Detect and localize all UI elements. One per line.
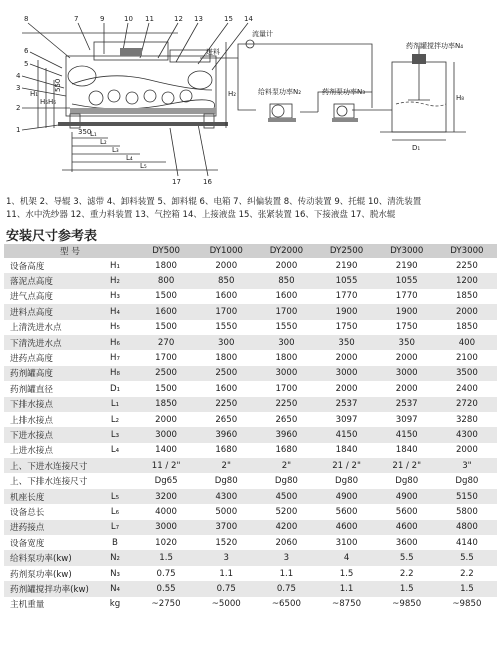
dim-l3: L₃ (112, 146, 119, 154)
table-cell: 1.1 (316, 581, 376, 596)
table-cell: 0.75 (196, 581, 256, 596)
part-no-2: 2 (16, 104, 21, 112)
table-cell: 300 (196, 335, 256, 350)
row-symbol: D₁ (94, 381, 136, 396)
legend-line-2: 11、水中洗纱器 12、重力料装置 13、气控箱 14、上接液盘 15、张紧装置 16、下接液盘 17、脱水辊 (6, 209, 396, 220)
table-cell: 1800 (136, 258, 196, 273)
table-cell: 0.75 (256, 581, 316, 596)
dosing-pump (332, 104, 358, 122)
table-cell: 2190 (316, 258, 376, 273)
part-no-16: 16 (203, 178, 212, 186)
dim-350: 350 (78, 128, 92, 136)
table-cell: ~8750 (316, 597, 376, 612)
table-cell: 3000 (256, 366, 316, 381)
table-cell: 1750 (377, 320, 437, 335)
table-cell: 2250 (437, 258, 497, 273)
table-cell: 3500 (437, 366, 497, 381)
table-cell: 5.5 (377, 550, 437, 565)
flowmeter-label: 流量计 (252, 30, 273, 38)
table-cell: 4200 (256, 520, 316, 535)
part-no-17: 17 (172, 178, 181, 186)
table-cell: 1850 (437, 289, 497, 304)
table-cell: 1770 (316, 289, 376, 304)
table-cell: 1500 (136, 320, 196, 335)
table-cell: 2000 (437, 304, 497, 319)
table-cell: 1500 (136, 289, 196, 304)
row-label: 上、下排水连接尺寸 (4, 473, 94, 488)
table-cell: 1055 (316, 273, 376, 288)
table-cell: 4800 (437, 520, 497, 535)
table-cell: 3700 (196, 520, 256, 535)
row-label: 主机重量 (4, 597, 94, 612)
dim-h1: H₁ (30, 90, 39, 98)
table-cell: 270 (136, 335, 196, 350)
row-label: 设备宽度 (4, 535, 94, 550)
row-label: 下进水接点 (4, 427, 94, 442)
table-cell: 2537 (377, 397, 437, 412)
table-cell: 3100 (316, 535, 376, 550)
table-row (4, 520, 497, 535)
table-cell: 2500 (136, 366, 196, 381)
part-no-10: 10 (124, 15, 133, 23)
dim-l2: L₂ (100, 138, 107, 146)
table-cell: 1850 (136, 397, 196, 412)
table-row (4, 581, 497, 596)
row-label: 进料点高度 (4, 304, 94, 319)
table-cell: ~9850 (377, 597, 437, 612)
table-cell: 5800 (437, 504, 497, 519)
table-cell: 2250 (256, 397, 316, 412)
table-cell: 850 (196, 273, 256, 288)
table-cell: 1550 (196, 320, 256, 335)
table-cell: 4000 (136, 504, 196, 519)
table-cell: 21 / 2" (377, 458, 437, 473)
row-symbol: L₂ (94, 412, 136, 427)
table-cell: 3000 (136, 427, 196, 442)
table-cell: Dg80 (377, 473, 437, 488)
row-label: 下排水接点 (4, 397, 94, 412)
dim-h8: H₈ (456, 94, 465, 102)
row-label: 设备总长 (4, 504, 94, 519)
table-cell: 3097 (316, 412, 376, 427)
table-header-row (4, 244, 497, 258)
table-cell: 2060 (256, 535, 316, 550)
row-symbol: H₅ (94, 320, 136, 335)
row-symbol (94, 473, 136, 488)
table-cell: 1770 (377, 289, 437, 304)
table-cell: 5150 (437, 489, 497, 504)
table-cell: 2500 (196, 366, 256, 381)
part-no-3: 3 (16, 84, 21, 92)
row-symbol: L₅ (94, 489, 136, 504)
table-row (4, 258, 497, 273)
row-symbol: N₃ (94, 566, 136, 581)
table-cell: 1700 (136, 350, 196, 365)
table-cell: 3000 (136, 520, 196, 535)
header-col: DY2000 (256, 244, 316, 258)
row-label: 上清洗进水点 (4, 320, 94, 335)
table-cell: 2720 (437, 397, 497, 412)
belt-press-body (58, 42, 228, 128)
table-row (4, 504, 497, 519)
table-cell: 4600 (377, 520, 437, 535)
table-cell: 1600 (196, 289, 256, 304)
dimension-table (4, 244, 497, 612)
table-cell: ~2750 (136, 597, 196, 612)
table-cell: 3097 (377, 412, 437, 427)
part-no-15: 15 (224, 15, 233, 23)
table-cell: 1680 (196, 443, 256, 458)
table-cell: 3200 (136, 489, 196, 504)
table-cell: 4500 (256, 489, 316, 504)
table-cell: 1750 (316, 320, 376, 335)
table-cell: 300 (256, 335, 316, 350)
part-no-14: 14 (244, 15, 253, 23)
table-cell: 2000 (136, 412, 196, 427)
section-title: 安装尺寸参考表 (6, 229, 98, 244)
table-cell: 3280 (437, 412, 497, 427)
table-cell: 3 (256, 550, 316, 565)
dim-l4: L₄ (126, 154, 133, 162)
table-cell: 1800 (256, 350, 316, 365)
dim-d1: D₁ (412, 144, 421, 152)
table-cell: 4600 (316, 520, 376, 535)
part-no-9: 9 (100, 15, 105, 23)
dim-l1: L₁ (90, 130, 97, 138)
table-cell: 1600 (196, 381, 256, 396)
table-cell: 850 (256, 273, 316, 288)
table-cell: 3" (437, 458, 497, 473)
row-symbol: L₆ (94, 504, 136, 519)
row-label: 给料泵功率(kw) (4, 550, 94, 565)
table-cell: 1600 (256, 289, 316, 304)
row-label: 进药接点 (4, 520, 94, 535)
table-cell: 2.2 (437, 566, 497, 581)
table-cell: 1900 (316, 304, 376, 319)
table-cell: 1020 (136, 535, 196, 550)
row-symbol: H₄ (94, 304, 136, 319)
table-cell: 11 / 2" (136, 458, 196, 473)
row-symbol: L₄ (94, 443, 136, 458)
part-no-7: 7 (74, 15, 79, 23)
table-cell: 2" (256, 458, 316, 473)
dim-h6: H₆ (48, 98, 57, 106)
row-label: 上排水接点 (4, 412, 94, 427)
part-no-1: 1 (16, 126, 21, 134)
table-cell: 2.2 (377, 566, 437, 581)
table-cell: 1850 (437, 320, 497, 335)
table-row (4, 489, 497, 504)
table-cell: 350 (316, 335, 376, 350)
table-cell: ~9850 (437, 597, 497, 612)
header-col: DY1000 (196, 244, 256, 258)
table-cell: 0.75 (136, 566, 196, 581)
table-cell: 2000 (256, 258, 316, 273)
table-row (4, 304, 497, 319)
table-cell: Dg80 (437, 473, 497, 488)
table-cell: 1.1 (196, 566, 256, 581)
table-cell: 3000 (316, 366, 376, 381)
table-cell: 1700 (196, 304, 256, 319)
row-label: 药剂泵功率(kw) (4, 566, 94, 581)
table-cell: 1840 (316, 443, 376, 458)
table-row (4, 458, 497, 473)
table-row (4, 381, 497, 396)
part-no-6: 6 (24, 47, 29, 55)
table-row (4, 366, 497, 381)
row-symbol: H₇ (94, 350, 136, 365)
table-cell: 21 / 2" (316, 458, 376, 473)
part-no-4: 4 (16, 72, 21, 80)
dim-h2-right: H₂ (228, 90, 237, 98)
table-cell: 800 (136, 273, 196, 288)
table-row (4, 397, 497, 412)
row-symbol: L₃ (94, 427, 136, 442)
table-cell: 2000 (196, 258, 256, 273)
table-row (4, 550, 497, 565)
table-row (4, 320, 497, 335)
table-cell: 2000 (377, 350, 437, 365)
feed-pump (268, 104, 296, 122)
table-cell: 350 (377, 335, 437, 350)
row-label: 药剂罐直径 (4, 381, 94, 396)
table-cell: 2100 (437, 350, 497, 365)
row-label: 下清洗进水点 (4, 335, 94, 350)
table-cell: 4300 (437, 427, 497, 442)
table-cell: 4300 (196, 489, 256, 504)
table-cell: Dg80 (196, 473, 256, 488)
row-symbol: H₆ (94, 335, 136, 350)
table-cell: 1.5 (316, 566, 376, 581)
row-label: 药剂罐高度 (4, 366, 94, 381)
header-col: DY3000 (437, 244, 497, 258)
table-cell: 2250 (196, 397, 256, 412)
table-cell: 2" (196, 458, 256, 473)
table-cell: 1.5 (437, 581, 497, 596)
header-col: DY2500 (316, 244, 376, 258)
part-no-11: 11 (145, 15, 154, 23)
part-no-12: 12 (174, 15, 183, 23)
table-cell: 2000 (377, 381, 437, 396)
table-cell: 1680 (256, 443, 316, 458)
table-cell: 2190 (377, 258, 437, 273)
table-cell: 1840 (377, 443, 437, 458)
row-symbol: H₁ (94, 258, 136, 273)
table-cell: 4150 (316, 427, 376, 442)
legend-line-1: 1、机架 2、导辊 3、滤带 4、卸料装置 5、卸料辊 6、电箱 7、纠偏装置 8、传动装置 9、托辊 10、清洗装置 (6, 197, 422, 207)
row-symbol: N₂ (94, 550, 136, 565)
table-cell: 2650 (256, 412, 316, 427)
row-label: 落泥点高度 (4, 273, 94, 288)
table-cell: 1055 (377, 273, 437, 288)
table-cell: 2537 (316, 397, 376, 412)
row-label: 进药点高度 (4, 350, 94, 365)
table-cell: 4900 (316, 489, 376, 504)
table-cell: 1700 (256, 381, 316, 396)
table-cell: 2000 (316, 350, 376, 365)
chemical-tank (392, 46, 446, 132)
part-no-13: 13 (194, 15, 203, 23)
table-cell: Dg80 (256, 473, 316, 488)
table-cell: 1550 (256, 320, 316, 335)
table-cell: 5600 (316, 504, 376, 519)
table-cell: 1500 (136, 381, 196, 396)
dim-l5: L₅ (140, 162, 147, 170)
table-cell: 1.1 (256, 566, 316, 581)
part-no-5: 5 (24, 60, 29, 68)
table-cell: 1800 (196, 350, 256, 365)
table-cell: 4140 (437, 535, 497, 550)
machine-schematic (0, 0, 501, 192)
table-cell: Dg80 (316, 473, 376, 488)
table-cell: 3960 (256, 427, 316, 442)
table-cell: 5200 (256, 504, 316, 519)
row-symbol: L₁ (94, 397, 136, 412)
table-cell: 5000 (196, 504, 256, 519)
dim-h5: H₅ (40, 98, 49, 106)
table-row (4, 473, 497, 488)
row-label: 进气点高度 (4, 289, 94, 304)
feed-pump-label: 给料泵功率N₂ (258, 88, 302, 96)
table-cell: 2400 (437, 381, 497, 396)
table-cell: 3600 (377, 535, 437, 550)
row-label: 上进水接点 (4, 443, 94, 458)
table-cell: 400 (437, 335, 497, 350)
header-col: DY500 (136, 244, 196, 258)
row-symbol (94, 458, 136, 473)
row-symbol: H₈ (94, 366, 136, 381)
row-label: 机座长度 (4, 489, 94, 504)
table-cell: 3 (196, 550, 256, 565)
table-cell: 2000 (316, 381, 376, 396)
table-row (4, 597, 497, 612)
table-row (4, 350, 497, 365)
mixer-label: 药剂罐搅拌功率N₄ (406, 42, 464, 50)
row-label: 上、下进水连接尺寸 (4, 458, 94, 473)
table-cell: ~6500 (256, 597, 316, 612)
table-cell: 5.5 (437, 550, 497, 565)
dosing-pump-label: 药剂泵功率N₃ (322, 88, 366, 96)
table-cell: 1600 (136, 304, 196, 319)
table-cell: 3000 (377, 366, 437, 381)
row-symbol: H₂ (94, 273, 136, 288)
table-cell: 4150 (377, 427, 437, 442)
table-cell: 1520 (196, 535, 256, 550)
row-label: 药剂罐搅拌功率(kw) (4, 581, 94, 596)
table-cell: 1.5 (377, 581, 437, 596)
row-symbol: kg (94, 597, 136, 612)
table-row (4, 412, 497, 427)
table-row (4, 535, 497, 550)
table-row (4, 427, 497, 442)
parts-legend (6, 196, 496, 221)
table-row (4, 335, 497, 350)
row-symbol: B (94, 535, 136, 550)
table-row (4, 289, 497, 304)
table-row (4, 273, 497, 288)
table-cell: 4900 (377, 489, 437, 504)
inlet-label: 进料 (206, 48, 220, 56)
table-cell: 1.5 (136, 550, 196, 565)
table-cell: 2650 (196, 412, 256, 427)
part-no-8: 8 (24, 15, 29, 23)
row-label: 设备高度 (4, 258, 94, 273)
table-cell: 1400 (136, 443, 196, 458)
row-symbol: N₄ (94, 581, 136, 596)
table-row (4, 443, 497, 458)
table-cell: 0.55 (136, 581, 196, 596)
row-symbol: L₇ (94, 520, 136, 535)
table-cell: 2000 (437, 443, 497, 458)
table-row (4, 566, 497, 581)
header-model: 型 号 (4, 244, 136, 258)
table-cell: 5600 (377, 504, 437, 519)
row-symbol: H₃ (94, 289, 136, 304)
table-cell: ~5000 (196, 597, 256, 612)
table-cell: 1900 (377, 304, 437, 319)
table-cell: Dg65 (136, 473, 196, 488)
header-col: DY3000 (377, 244, 437, 258)
dim-550: 550 (54, 78, 62, 92)
table-cell: 4 (316, 550, 376, 565)
table-cell: 3960 (196, 427, 256, 442)
table-cell: 1200 (437, 273, 497, 288)
table-cell: 1700 (256, 304, 316, 319)
